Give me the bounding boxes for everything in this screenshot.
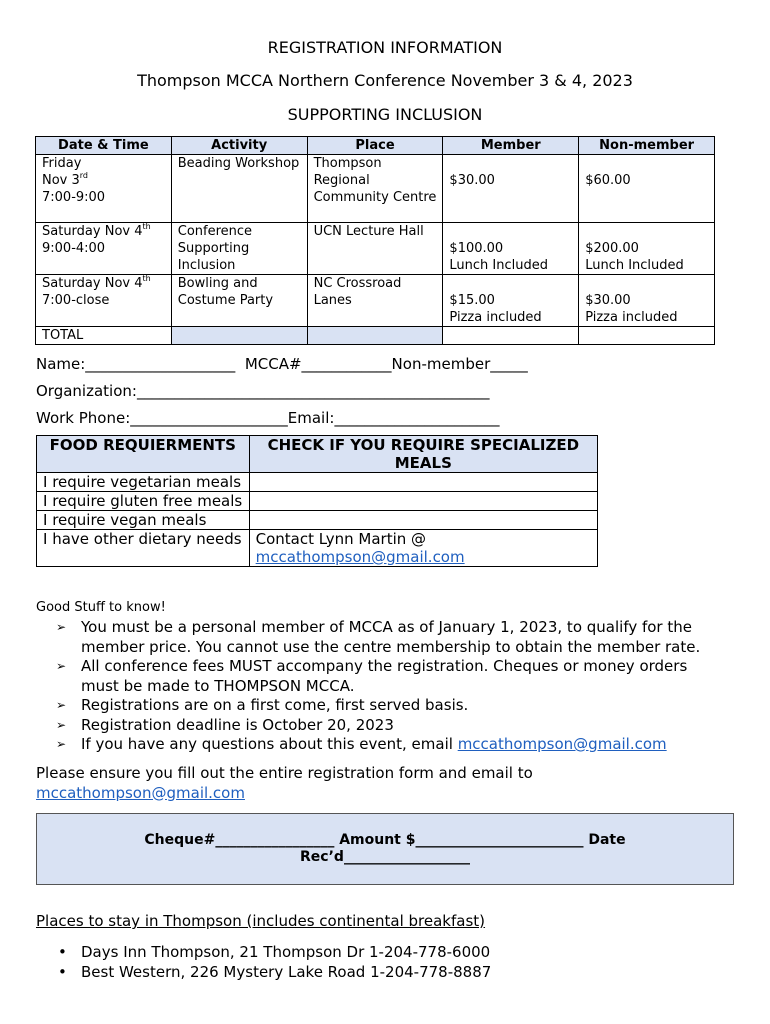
- arrow-bullet-icon: ➢: [56, 717, 67, 732]
- arrow-bullet-icon: ➢: [56, 620, 67, 634]
- nonmember-price-cell: $30.00 Pizza included: [579, 275, 715, 327]
- time-line: 9:00-4:00: [42, 241, 106, 256]
- phone-email-field-line[interactable]: Work Phone:_____________________Email:______________________: [36, 409, 500, 427]
- nonmember-price-cell: $60.00: [579, 155, 715, 223]
- member-price-cell: $30.00: [443, 155, 579, 223]
- food-check-cell[interactable]: [249, 473, 597, 492]
- list-item: • Days Inn Thompson, 21 Thompson Dr 1-204-778-6000: [58, 943, 491, 961]
- received-line[interactable]: Rec’d__________________: [300, 849, 470, 865]
- table-row: [36, 275, 715, 327]
- total-label: TOTAL: [36, 327, 172, 345]
- list-item: • Best Western, 226 Mystery Lake Road 1-204-778-8887: [58, 962, 492, 981]
- list-item: ➢ Registrations are on a first come, first served basis.: [56, 696, 469, 714]
- food-check-cell[interactable]: [249, 511, 597, 530]
- total-nonmember-cell[interactable]: [579, 327, 715, 345]
- total-place-cell[interactable]: [307, 327, 443, 345]
- col-header-activity: Activity: [171, 137, 307, 155]
- accommodation-heading: Places to stay in Thompson (includes continental breakfast): [36, 912, 486, 930]
- submission-text: Please ensure you fill out the entire registration form and email to: [36, 764, 533, 782]
- table-row: [36, 155, 715, 223]
- food-check-cell[interactable]: [249, 492, 597, 511]
- food-col-header-check: CHECK IF YOU REQUIRE SPECIALIZED MEALS: [249, 436, 597, 473]
- activity-cell: Beading Workshop: [171, 155, 307, 223]
- food-option-label: I have other dietary needs: [37, 530, 250, 567]
- submission-instructions: [36, 764, 736, 803]
- food-requirements-table: [36, 435, 598, 567]
- food-header-row: [37, 436, 598, 473]
- questions-email-link[interactable]: mccathompson@gmail.com: [457, 735, 667, 753]
- col-header-nonmember: Non-member: [579, 137, 715, 155]
- list-item: ➢ All conference fees MUST accompany the registration. Cheques or money orders must be made to THOMPSON MCCA.: [56, 657, 688, 695]
- place-cell: NC Crossroad Lanes: [307, 275, 443, 327]
- list-item: ➢ You must be a personal member of MCCA as of January 1, 2023, to qualify for the member price. You cannot use the centre membership to obtain the member rate.: [56, 618, 701, 656]
- table-row: [37, 511, 598, 530]
- notes-heading: Good Stuff to know!: [36, 600, 166, 615]
- organization-field-line[interactable]: Organization:_______________________________________________: [36, 382, 490, 400]
- place-cell: Thompson Regional Community Centre: [307, 155, 443, 223]
- food-option-label: I require vegan meals: [37, 511, 250, 530]
- schedule-header-row: [36, 137, 715, 155]
- member-price-cell: $15.00 Pizza included: [443, 275, 579, 327]
- conference-subtitle: Thompson MCCA Northern Conference November 3 & 4, 2023: [137, 71, 633, 90]
- arrow-bullet-icon: ➢: [56, 698, 67, 712]
- name-field-line[interactable]: Name:____________________ MCCA#____________Non-member_____: [36, 355, 528, 373]
- notes-list: [56, 618, 716, 755]
- conference-theme: SUPPORTING INCLUSION: [287, 105, 483, 124]
- list-item: ➢ If you have any questions about this event, email mccathompson@gmail.com: [56, 735, 667, 753]
- col-header-place: Place: [307, 137, 443, 155]
- nonmember-price-cell: $200.00 Lunch Included: [579, 223, 715, 275]
- food-option-label: I require vegetarian meals: [37, 473, 250, 492]
- total-member-cell[interactable]: [443, 327, 579, 345]
- arrow-bullet-icon: ➢: [56, 659, 67, 673]
- col-header-member: Member: [443, 137, 579, 155]
- total-activity-cell[interactable]: [171, 327, 307, 345]
- contact-email-link[interactable]: mccathompson@gmail.com: [255, 548, 465, 566]
- date-line: Saturday Nov 4th: [42, 274, 151, 291]
- total-row: [36, 327, 715, 345]
- time-line: 7:00-9:00: [42, 190, 106, 205]
- list-item: ➢ Registration deadline is October 20, 2023: [56, 715, 394, 734]
- activity-cell: Conference Supporting Inclusion: [171, 223, 307, 275]
- bullet-icon: •: [58, 962, 67, 981]
- date-line: Saturday Nov 4th: [42, 222, 151, 239]
- date-cell: [36, 155, 172, 223]
- date-line: Friday: [42, 156, 82, 171]
- bullet-icon: •: [58, 943, 67, 961]
- member-price-cell: $100.00 Lunch Included: [443, 223, 579, 275]
- time-line: 7:00-close: [42, 293, 110, 308]
- cheque-amount-line[interactable]: Cheque#_________________ Amount $________________________ Date: [144, 832, 626, 848]
- table-row: [37, 492, 598, 511]
- activity-cell: Bowling and Costume Party: [171, 275, 307, 327]
- table-row: [37, 530, 598, 567]
- date-cell: [36, 223, 172, 275]
- arrow-bullet-icon: ➢: [56, 737, 67, 751]
- submission-email-link[interactable]: mccathompson@gmail.com: [36, 783, 245, 802]
- table-row: [37, 473, 598, 492]
- contact-text: Contact Lynn Martin @: [255, 530, 427, 548]
- place-cell: UCN Lecture Hall: [307, 223, 443, 275]
- food-contact-cell: [249, 530, 597, 567]
- date-line: Nov 3rd: [42, 171, 89, 188]
- date-cell: [36, 275, 172, 327]
- table-row: [36, 223, 715, 275]
- accommodation-list: [58, 943, 491, 982]
- schedule-table: [35, 136, 715, 345]
- food-option-label: I require gluten free meals: [37, 492, 250, 511]
- food-col-header-requirements: FOOD REQUIERMENTS: [37, 436, 250, 473]
- col-header-date: Date & Time: [36, 137, 172, 155]
- page-title: REGISTRATION INFORMATION: [267, 38, 503, 57]
- office-use-box: [36, 813, 734, 885]
